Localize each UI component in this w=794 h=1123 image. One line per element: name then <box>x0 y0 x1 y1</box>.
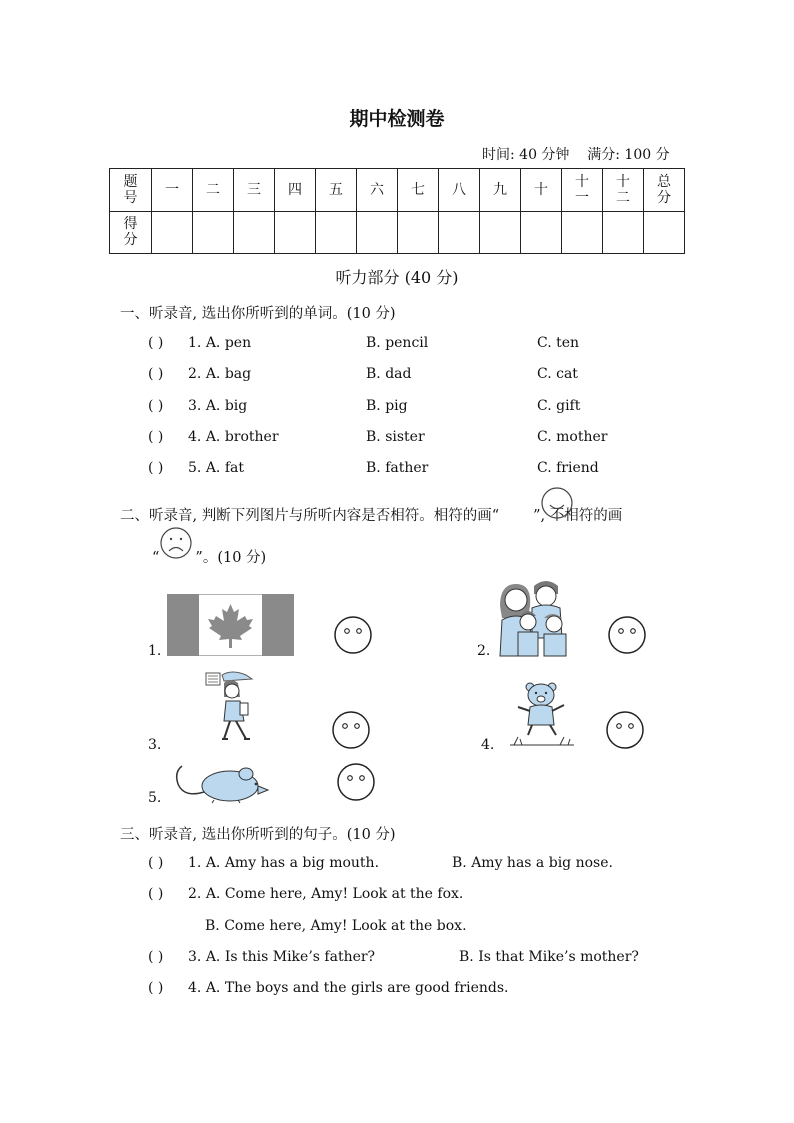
section3-option-b: B. Amy has a big nose. <box>452 855 613 871</box>
score-cell[interactable] <box>275 211 316 254</box>
section3-option-b: B. Is that Mike’s mother? <box>459 949 639 965</box>
section3-heading: 三、听录音, 选出你所听到的句子。(10 分) <box>120 827 396 843</box>
answer-face-circle[interactable] <box>334 616 372 654</box>
score-col: 一 <box>152 169 193 212</box>
score-col: 三 <box>234 169 275 212</box>
section1-item: ( ) 4. A. brother <box>148 429 279 445</box>
page-title: 期中检测卷 <box>349 108 445 130</box>
section3-item: ( ) 2. A. Come here, Amy! Look at the fox. <box>148 886 464 902</box>
family-picture <box>492 576 574 658</box>
score-col: 八 <box>439 169 480 212</box>
score-cell[interactable] <box>562 211 603 254</box>
picture-number: 4. <box>481 737 495 753</box>
score-cell[interactable] <box>480 211 521 254</box>
score-col: 七 <box>398 169 439 212</box>
section1-option-c: C. mother <box>537 429 608 445</box>
exam-meta <box>482 144 670 164</box>
picture-number: 5. <box>148 790 162 806</box>
answer-face-circle[interactable] <box>606 711 644 749</box>
score-col: 总分 <box>644 169 685 212</box>
section3-item: ( ) 3. A. Is this Mike’s father? <box>148 949 376 965</box>
score-cell[interactable] <box>644 211 685 254</box>
score-cell[interactable] <box>521 211 562 254</box>
score-col: 十二 <box>603 169 644 212</box>
score-table-score-row <box>110 211 685 254</box>
score-table-header-label: 题号 <box>110 169 152 212</box>
mouse-picture <box>174 762 272 804</box>
section1-option-b: B. pencil <box>366 335 429 351</box>
answer-face-circle[interactable] <box>337 763 375 801</box>
sad-face-icon <box>159 526 193 560</box>
section1-option-c: C. ten <box>537 335 580 351</box>
canada-flag-picture <box>167 594 294 656</box>
section2-heading-cont: “ ”。(10 分) <box>152 550 267 566</box>
score-col: 六 <box>357 169 398 212</box>
smile-face-icon <box>540 486 574 520</box>
section1-item: ( ) 2. A. bag <box>148 366 252 382</box>
score-cell[interactable] <box>357 211 398 254</box>
score-col: 九 <box>480 169 521 212</box>
picture-number: 2. <box>477 643 491 659</box>
score-cell[interactable] <box>152 211 193 254</box>
bear-picture <box>508 679 576 749</box>
score-col: 二 <box>193 169 234 212</box>
section1-item: ( ) 3. A. big <box>148 398 248 414</box>
full-score: 满分: 100 分 <box>587 147 670 163</box>
score-table-score-label: 得分 <box>110 211 152 254</box>
score-cell[interactable] <box>603 211 644 254</box>
score-table <box>109 168 685 254</box>
score-cell[interactable] <box>439 211 480 254</box>
score-col: 十一 <box>562 169 603 212</box>
score-cell[interactable] <box>398 211 439 254</box>
section1-option-c: C. gift <box>537 398 581 414</box>
section3-item: ( ) 4. A. The boys and the girls are good friends. <box>148 980 509 996</box>
section1-option-b: B. dad <box>366 366 412 382</box>
section2-heading: 二、听录音, 判断下列图片与所听内容是否相符。相符的画“ ”, 不相符的画 <box>120 508 623 524</box>
score-col: 五 <box>316 169 357 212</box>
time-limit: 时间: 40 分钟 <box>482 147 570 163</box>
section1-option-c: C. cat <box>537 366 578 382</box>
answer-face-circle[interactable] <box>608 616 646 654</box>
section1-option-c: C. friend <box>537 460 599 476</box>
score-col: 十 <box>521 169 562 212</box>
score-cell[interactable] <box>316 211 357 254</box>
answer-face-circle[interactable] <box>332 711 370 749</box>
picture-number: 3. <box>148 737 162 753</box>
score-cell[interactable] <box>193 211 234 254</box>
score-cell[interactable] <box>234 211 275 254</box>
section1-item: ( ) 5. A. fat <box>148 460 244 476</box>
section3-option-b: B. Come here, Amy! Look at the box. <box>205 918 467 934</box>
section1-option-b: B. pig <box>366 398 408 414</box>
listening-heading: 听力部分 (40 分) <box>335 268 459 287</box>
picture-number: 1. <box>148 643 162 659</box>
section3-item: ( ) 1. A. Amy has a big mouth. <box>148 855 380 871</box>
section1-option-b: B. father <box>366 460 429 476</box>
score-col: 四 <box>275 169 316 212</box>
girl-walking-picture <box>202 669 264 749</box>
section1-heading: 一、听录音, 选出你所听到的单词。(10 分) <box>120 306 396 322</box>
score-table-header-row <box>110 169 685 212</box>
section1-option-b: B. sister <box>366 429 425 445</box>
section1-item: ( ) 1. A. pen <box>148 335 252 351</box>
